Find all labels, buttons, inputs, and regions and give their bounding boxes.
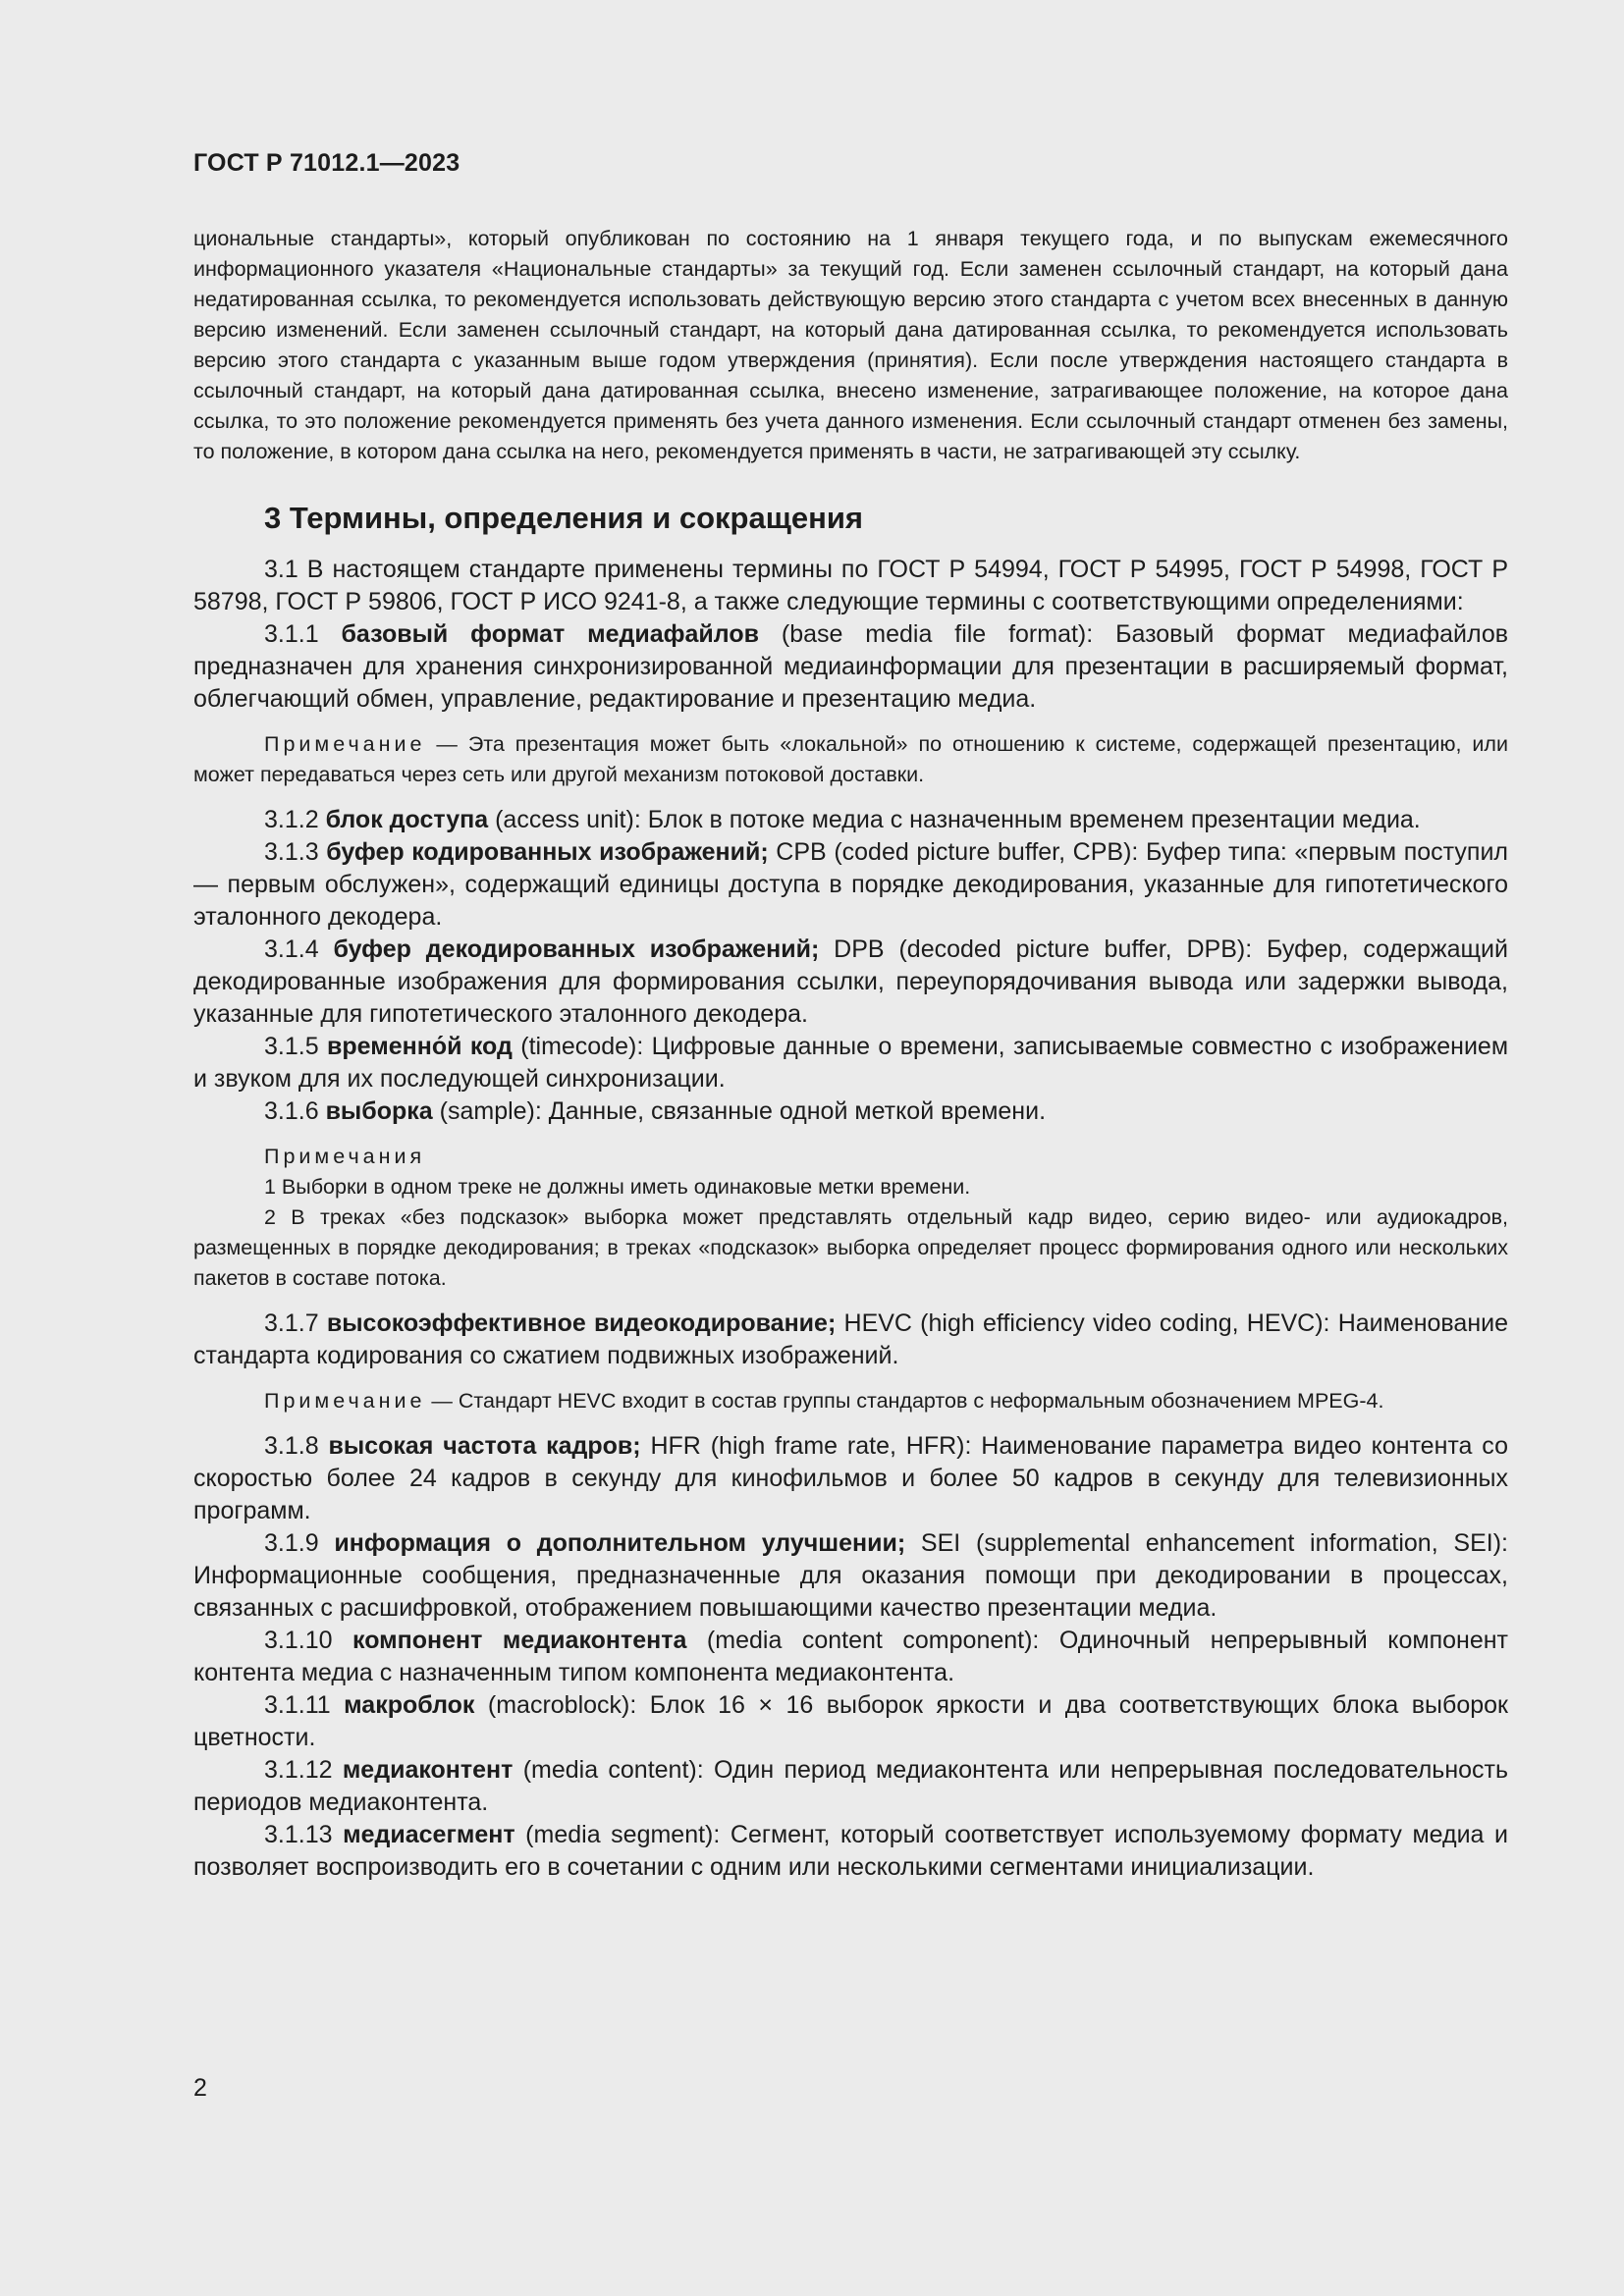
note-label: Примечание: [264, 1389, 426, 1413]
term-3-1-8: [193, 1430, 1508, 1527]
term-name: компонент медиаконтента: [352, 1627, 687, 1654]
term-definition: (access unit): Блок в потоке медиа с назначенным временем презентации медиа.: [488, 806, 1421, 833]
term-definition: SEI (supplemental enhancement information, SEI): Информационные сообщения, предназначенные для оказания помощи при декодировании в процессах, связанных с расшифровкой, отображением повышающими качество презентации медиа.: [193, 1529, 1508, 1622]
term-name: высокая частота кадров;: [328, 1432, 641, 1460]
term-definition: DPB (decoded picture buffer, DPB): Буфер, содержащий декодированные изображения для формирования ссылки, переупорядочивания вывода или задержки вывода, указанные для гипотетического эталонного декодера.: [193, 935, 1508, 1028]
term-3-1-12: [193, 1754, 1508, 1819]
term-definition: (base media file format): Базовый формат медиафайлов предназначен для хранения синхронизированной медиаинформации для презентации в расширяемый формат, облегчающий обмен, управление, редактирование и презентацию медиа.: [193, 620, 1508, 713]
notes-2-item-1: 1 Выборки в одном треке не должны иметь одинаковые метки времени.: [264, 1175, 971, 1199]
term-3-1-4: [193, 934, 1508, 1031]
intro-paragraph: циональные стандарты», который опубликован по состоянию на 1 января текущего года, и по выпускам ежемесячного информационного указателя «Национальные стандарты» за текущий год. Если заменен ссылочный стандарт, на который дана недатированная ссылка, то рекомендуется использовать действующую версию этого стандарта с учетом всех внесенных в данную версию изменений. Если заменен ссылочный стандарт, на который дана датированная ссылка, то рекомендуется использовать версию этого стандарта с указанным выше годом утверждения (принятия). Если после утверждения настоящего стандарта в ссылочный стандарт, на который дана датированная ссылка, внесено изменение, затрагивающее положение, на которое дана ссылка, то это положение рекомендуется применять без учета данного изменения. Если ссылочный стандарт отменен без замены, то положение, в котором дана ссылка на него, рекомендуется применять в части, не затрагивающей эту ссылку.: [193, 227, 1508, 463]
paragraph-3-1: 3.1 В настоящем стандарте применены термины по ГОСТ Р 54994, ГОСТ Р 54995, ГОСТ Р 54998, ГОСТ Р 58798, ГОСТ Р 59806, ГОСТ Р ИСО 9241-8, а также следующие термины с соответствующими определениями:: [193, 556, 1508, 615]
note-1: [193, 729, 1508, 790]
term-name: медиасегмент: [343, 1821, 515, 1848]
term-3-1-5: [193, 1031, 1508, 1095]
term-number: 3.1.13: [264, 1821, 333, 1848]
term-name: буфер кодированных изображений;: [326, 838, 769, 866]
term-number: 3.1.7: [264, 1309, 319, 1337]
section-title: 3 Термины, определения и сокращения: [264, 501, 863, 535]
term-name: выборка: [325, 1097, 433, 1125]
term-definition: (sample): Данные, связанные одной меткой времени.: [432, 1097, 1047, 1125]
page-content: [193, 224, 1508, 1884]
page-number: 2: [193, 2074, 207, 2102]
term-definition: (media segment): Сегмент, который соответствует используемому формату медиа и позволяет воспроизводить его в сочетании с одним или несколькими сегментами инициализации.: [193, 1821, 1508, 1881]
term-definition: (timecode): Цифровые данные о времени, записываемые совместно с изображением и звуком для их последующей синхронизации.: [193, 1033, 1509, 1093]
term-name: блок доступа: [325, 806, 489, 833]
term-number: 3.1.4: [264, 935, 319, 963]
term-definition: HEVC (high efficiency video coding, HEVC): Наименование стандарта кодирования со сжатием подвижных изображений.: [193, 1309, 1509, 1369]
term-number: 3.1.5: [264, 1033, 319, 1060]
term-definition: (macroblock): Блок 16 × 16 выборок яркости и два соответствующих блока выборок цветности.: [193, 1691, 1508, 1751]
term-number: 3.1.10: [264, 1627, 333, 1654]
term-number: 3.1.2: [264, 806, 319, 833]
term-3-1-7: [193, 1308, 1508, 1372]
term-3-1-1: [193, 618, 1508, 716]
term-name: медиаконтент: [342, 1756, 514, 1784]
term-name: высокоэффективное видеокодирование;: [326, 1309, 837, 1337]
term-name: буфер декодированных изображений;: [333, 935, 820, 963]
note-label: Примечание: [264, 732, 426, 756]
term-number: 3.1.6: [264, 1097, 319, 1125]
term-number: 3.1.9: [264, 1529, 319, 1557]
term-definition: (media content component): Одиночный непрерывный компонент контента медиа с назначенным типом компонента медиаконтента.: [193, 1627, 1508, 1686]
term-3-1-2: [193, 804, 1508, 836]
term-3-1-9: [193, 1527, 1508, 1625]
term-number: 3.1.8: [264, 1432, 319, 1460]
term-name: временно́й код: [327, 1033, 513, 1060]
term-definition: HFR (high frame rate, HFR): Наименование параметра видео контента со скоростью более 24 кадров в секунду для кинофильмов и более 50 кадров в секунду для телевизионных программ.: [193, 1432, 1508, 1524]
term-definition: (media content): Один период медиаконтента или непрерывная последовательность периодов медиаконтента.: [193, 1756, 1509, 1816]
term-number: 3.1.11: [264, 1691, 331, 1719]
note-text: — Стандарт HEVC входит в состав группы стандартов с неформальным обозначением MPEG-4.: [425, 1389, 1384, 1413]
term-3-1-6: [193, 1095, 1508, 1128]
standard-header: ГОСТ Р 71012.1—2023: [193, 149, 460, 177]
term-name: макроблок: [344, 1691, 475, 1719]
term-name: базовый формат медиафайлов: [341, 620, 759, 648]
term-3-1-11: [193, 1689, 1508, 1754]
note-3: [193, 1386, 1508, 1416]
term-number: 3.1.1: [264, 620, 319, 648]
term-name: информация о дополнительном улучшении;: [334, 1529, 906, 1557]
term-3-1-3: [193, 836, 1508, 934]
note-text: — Эта презентация может быть «локальной» по отношению к системе, содержащей презентацию, или может передаваться через сеть или другой механизм потоковой доставки.: [193, 732, 1508, 786]
notes-2-label: Примечания: [264, 1145, 426, 1168]
term-number: 3.1.3: [264, 838, 319, 866]
notes-2-item-2: 2 В треках «без подсказок» выборка может представлять отдельный кадр видео, серию видео- или аудиокадров, размещенных в порядке декодирования; в треках «подсказок» выборка определяет процесс формирования одного или нескольких пакетов в составе потока.: [193, 1205, 1508, 1290]
term-definition: CPB (coded picture buffer, CPB): Буфер типа: «первым поступил — первым обслужен», содержащий единицы доступа в порядке декодирования, указанные для гипотетического эталонного декодера.: [193, 838, 1508, 931]
term-number: 3.1.12: [264, 1756, 333, 1784]
term-3-1-13: [193, 1819, 1508, 1884]
term-3-1-10: [193, 1625, 1508, 1689]
